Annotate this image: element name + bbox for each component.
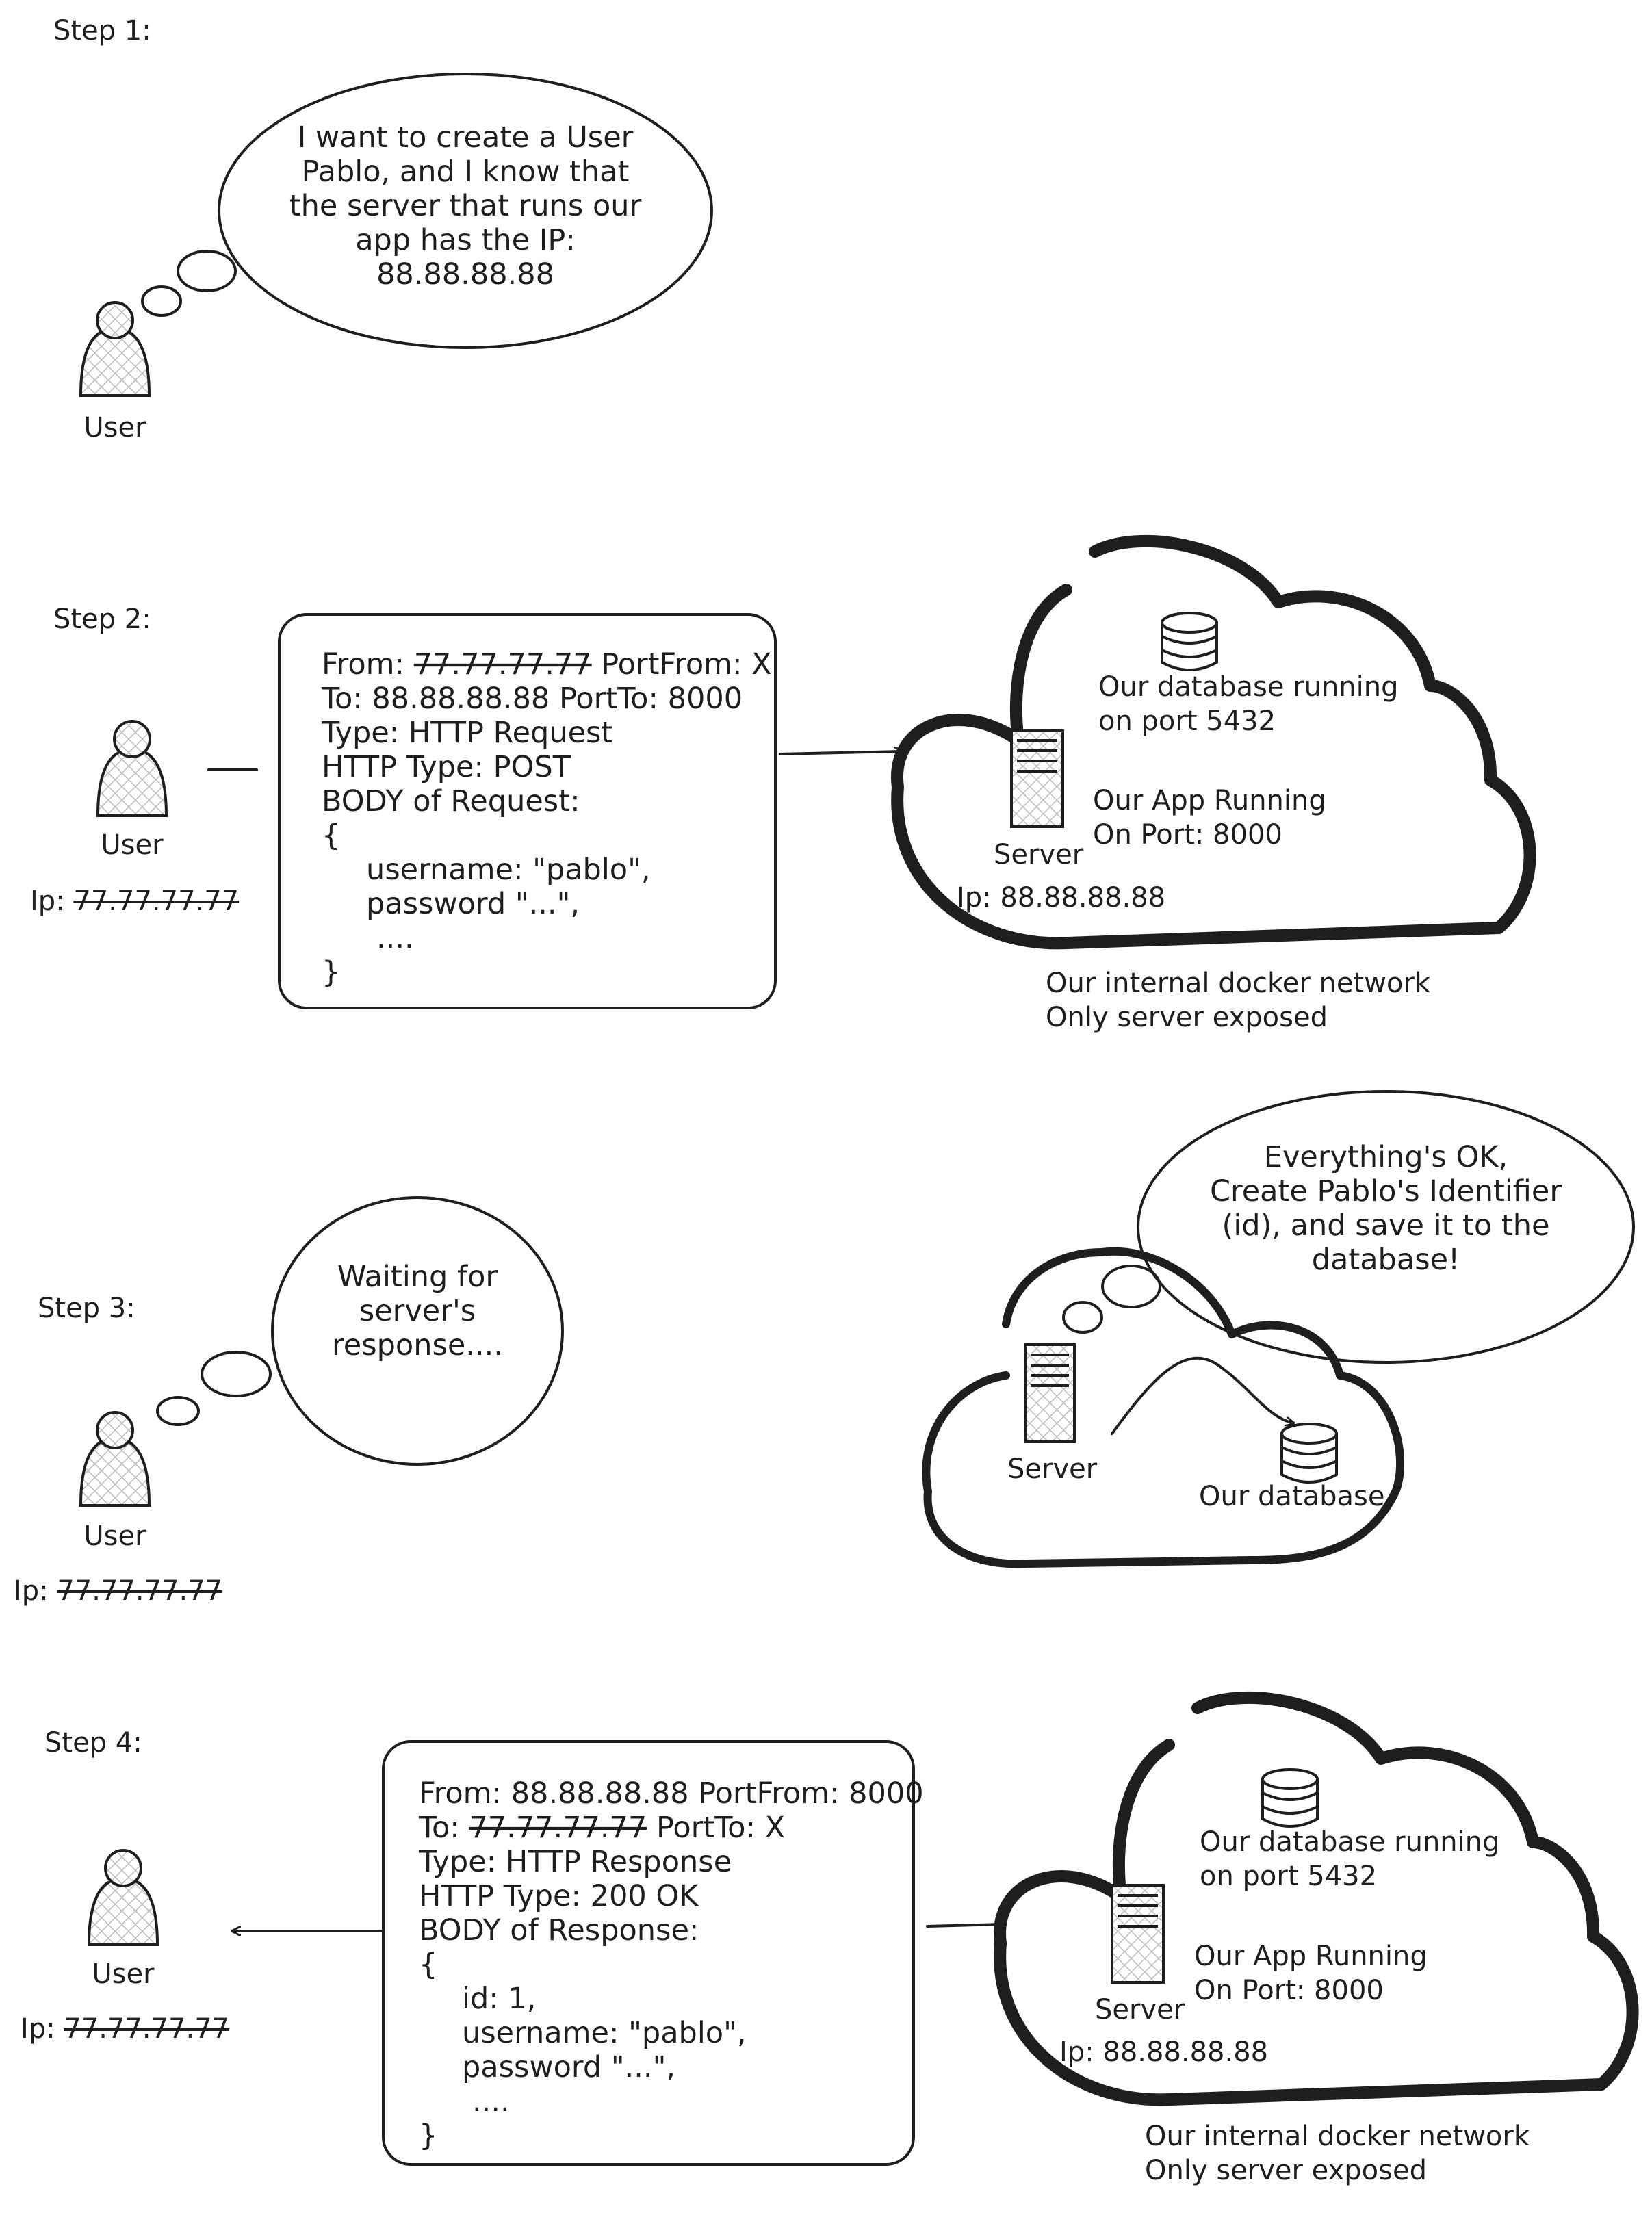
step-4-label: Step 4: [44, 1727, 142, 1759]
svg-text:88.88.88.88: 88.88.88.88 [376, 257, 554, 292]
svg-text:To: 88.88.88.88 PortTo: 8000: To: 88.88.88.88 PortTo: 8000 [322, 682, 743, 716]
request-arrow [780, 751, 902, 754]
network-caption: Our internal docker network [1145, 2121, 1530, 2152]
app-port-label: On Port: 8000 [1093, 819, 1282, 851]
step-3 [14, 1091, 1634, 1607]
step-1 [53, 15, 712, 443]
http-request-text [321, 647, 772, 989]
svg-text:database!: database! [1311, 1243, 1460, 1277]
network-caption-exposed: Only server exposed [1145, 2155, 1427, 2186]
user-icon [98, 721, 166, 816]
waiting-text [332, 1260, 503, 1362]
svg-text:From: 77.77.77.77 PortFrom: X: From: 77.77.77.77 PortFrom: X [322, 647, 772, 682]
app-label: Our App Running [1194, 1941, 1428, 1972]
svg-text:response....: response.... [332, 1328, 503, 1362]
svg-text:....: .... [376, 921, 414, 955]
user-ip: Ip: 77.77.77.77 [14, 1575, 223, 1607]
database-icon [1282, 1424, 1337, 1482]
server-icon [1011, 731, 1063, 827]
user-icon [89, 1850, 157, 1945]
user-ip: Ip: 77.77.77.77 [30, 885, 240, 917]
server-icon [1112, 1885, 1163, 1982]
server-thought-dot-small [1063, 1302, 1102, 1332]
step-3-label: Step 3: [38, 1293, 135, 1324]
db-label: Our database [1199, 1481, 1385, 1512]
svg-text:}: } [322, 955, 341, 989]
user-label: User [92, 1958, 155, 1990]
step-1-label: Step 1: [53, 15, 151, 47]
svg-text:server's: server's [359, 1294, 476, 1328]
user-label: User [101, 829, 164, 861]
server-label: Server [994, 839, 1084, 870]
svg-text:BODY of Request:: BODY of Request: [322, 784, 580, 818]
svg-text:Type: HTTP Request: Type: HTTP Request [322, 716, 613, 750]
svg-text:Type: HTTP Response: Type: HTTP Response [419, 1845, 732, 1879]
svg-text:password "...",: password "...", [366, 887, 580, 921]
svg-text:Pablo, and I know that: Pablo, and I know that [301, 155, 630, 189]
save-arrow [1112, 1358, 1293, 1434]
svg-text:From: 88.88.88.88 PortFrom: 80: From: 88.88.88.88 PortFrom: 8000 [419, 1776, 924, 1811]
step-2 [30, 541, 1530, 1033]
user-ip: Ip: 77.77.77.77 [21, 2013, 230, 2045]
thought-dot-medium [178, 251, 235, 291]
user-label: User [83, 412, 146, 443]
thought-text [289, 120, 642, 292]
svg-text:app has the IP:: app has the IP: [355, 223, 576, 257]
step-2-label: Step 2: [53, 604, 151, 635]
svg-text:password "...",: password "...", [462, 2050, 676, 2084]
thought-dot-small [157, 1397, 198, 1425]
db-port-label: on port 5432 [1200, 1861, 1378, 1892]
app-port-label: On Port: 8000 [1194, 1975, 1384, 2006]
svg-text:username: "pablo",: username: "pablo", [366, 853, 651, 887]
svg-text:HTTP Type: POST: HTTP Type: POST [322, 750, 571, 784]
svg-text:Everything's OK,: Everything's OK, [1263, 1140, 1508, 1174]
server-ip: Ip: 88.88.88.88 [957, 882, 1166, 914]
db-label: Our database running [1098, 671, 1399, 703]
thought-dot-small [142, 287, 181, 315]
svg-text:Waiting for: Waiting for [337, 1260, 498, 1294]
server-label: Server [1095, 1994, 1185, 2026]
svg-text:username: "pablo",: username: "pablo", [462, 2016, 747, 2050]
svg-text:I want to create a User: I want to create a User [297, 120, 634, 155]
user-label: User [83, 1520, 146, 1552]
server-thought-text [1210, 1140, 1562, 1277]
svg-text:....: .... [472, 2084, 510, 2119]
docker-network-cloud [926, 1252, 1400, 1564]
svg-text:}: } [419, 2119, 438, 2153]
user-icon [81, 1412, 149, 1505]
svg-text:{: { [419, 1947, 438, 1982]
user-icon [81, 302, 149, 396]
http-response-text [418, 1776, 924, 2153]
db-label: Our database running [1200, 1826, 1500, 1858]
network-caption: Our internal docker network [1046, 968, 1430, 999]
svg-text:HTTP Type: 200 OK: HTTP Type: 200 OK [419, 1879, 699, 1913]
svg-text:(id), and save it to the: (id), and save it to the [1222, 1208, 1550, 1243]
svg-text:the server that runs our: the server that runs our [289, 189, 642, 223]
step-4 [21, 1698, 1633, 2186]
db-port-label: on port 5432 [1098, 706, 1276, 737]
svg-text:BODY of Response:: BODY of Response: [419, 1913, 699, 1947]
thought-dot-medium [202, 1352, 270, 1396]
server-icon [1025, 1345, 1074, 1442]
svg-text:To: 77.77.77.77 PortTo: X: To: 77.77.77.77 PortTo: X [419, 1811, 786, 1845]
svg-text:Create Pablo's Identifier: Create Pablo's Identifier [1209, 1174, 1562, 1208]
server-ip: Ip: 88.88.88.88 [1059, 2036, 1269, 2068]
connector-line [927, 1924, 1003, 1926]
svg-text:{: { [322, 818, 341, 853]
svg-text:id: 1,: id: 1, [462, 1982, 537, 2016]
database-icon [1162, 613, 1217, 670]
app-label: Our App Running [1093, 785, 1326, 816]
network-caption-exposed: Only server exposed [1046, 1002, 1328, 1033]
server-label: Server [1007, 1453, 1098, 1485]
database-icon [1263, 1770, 1317, 1826]
